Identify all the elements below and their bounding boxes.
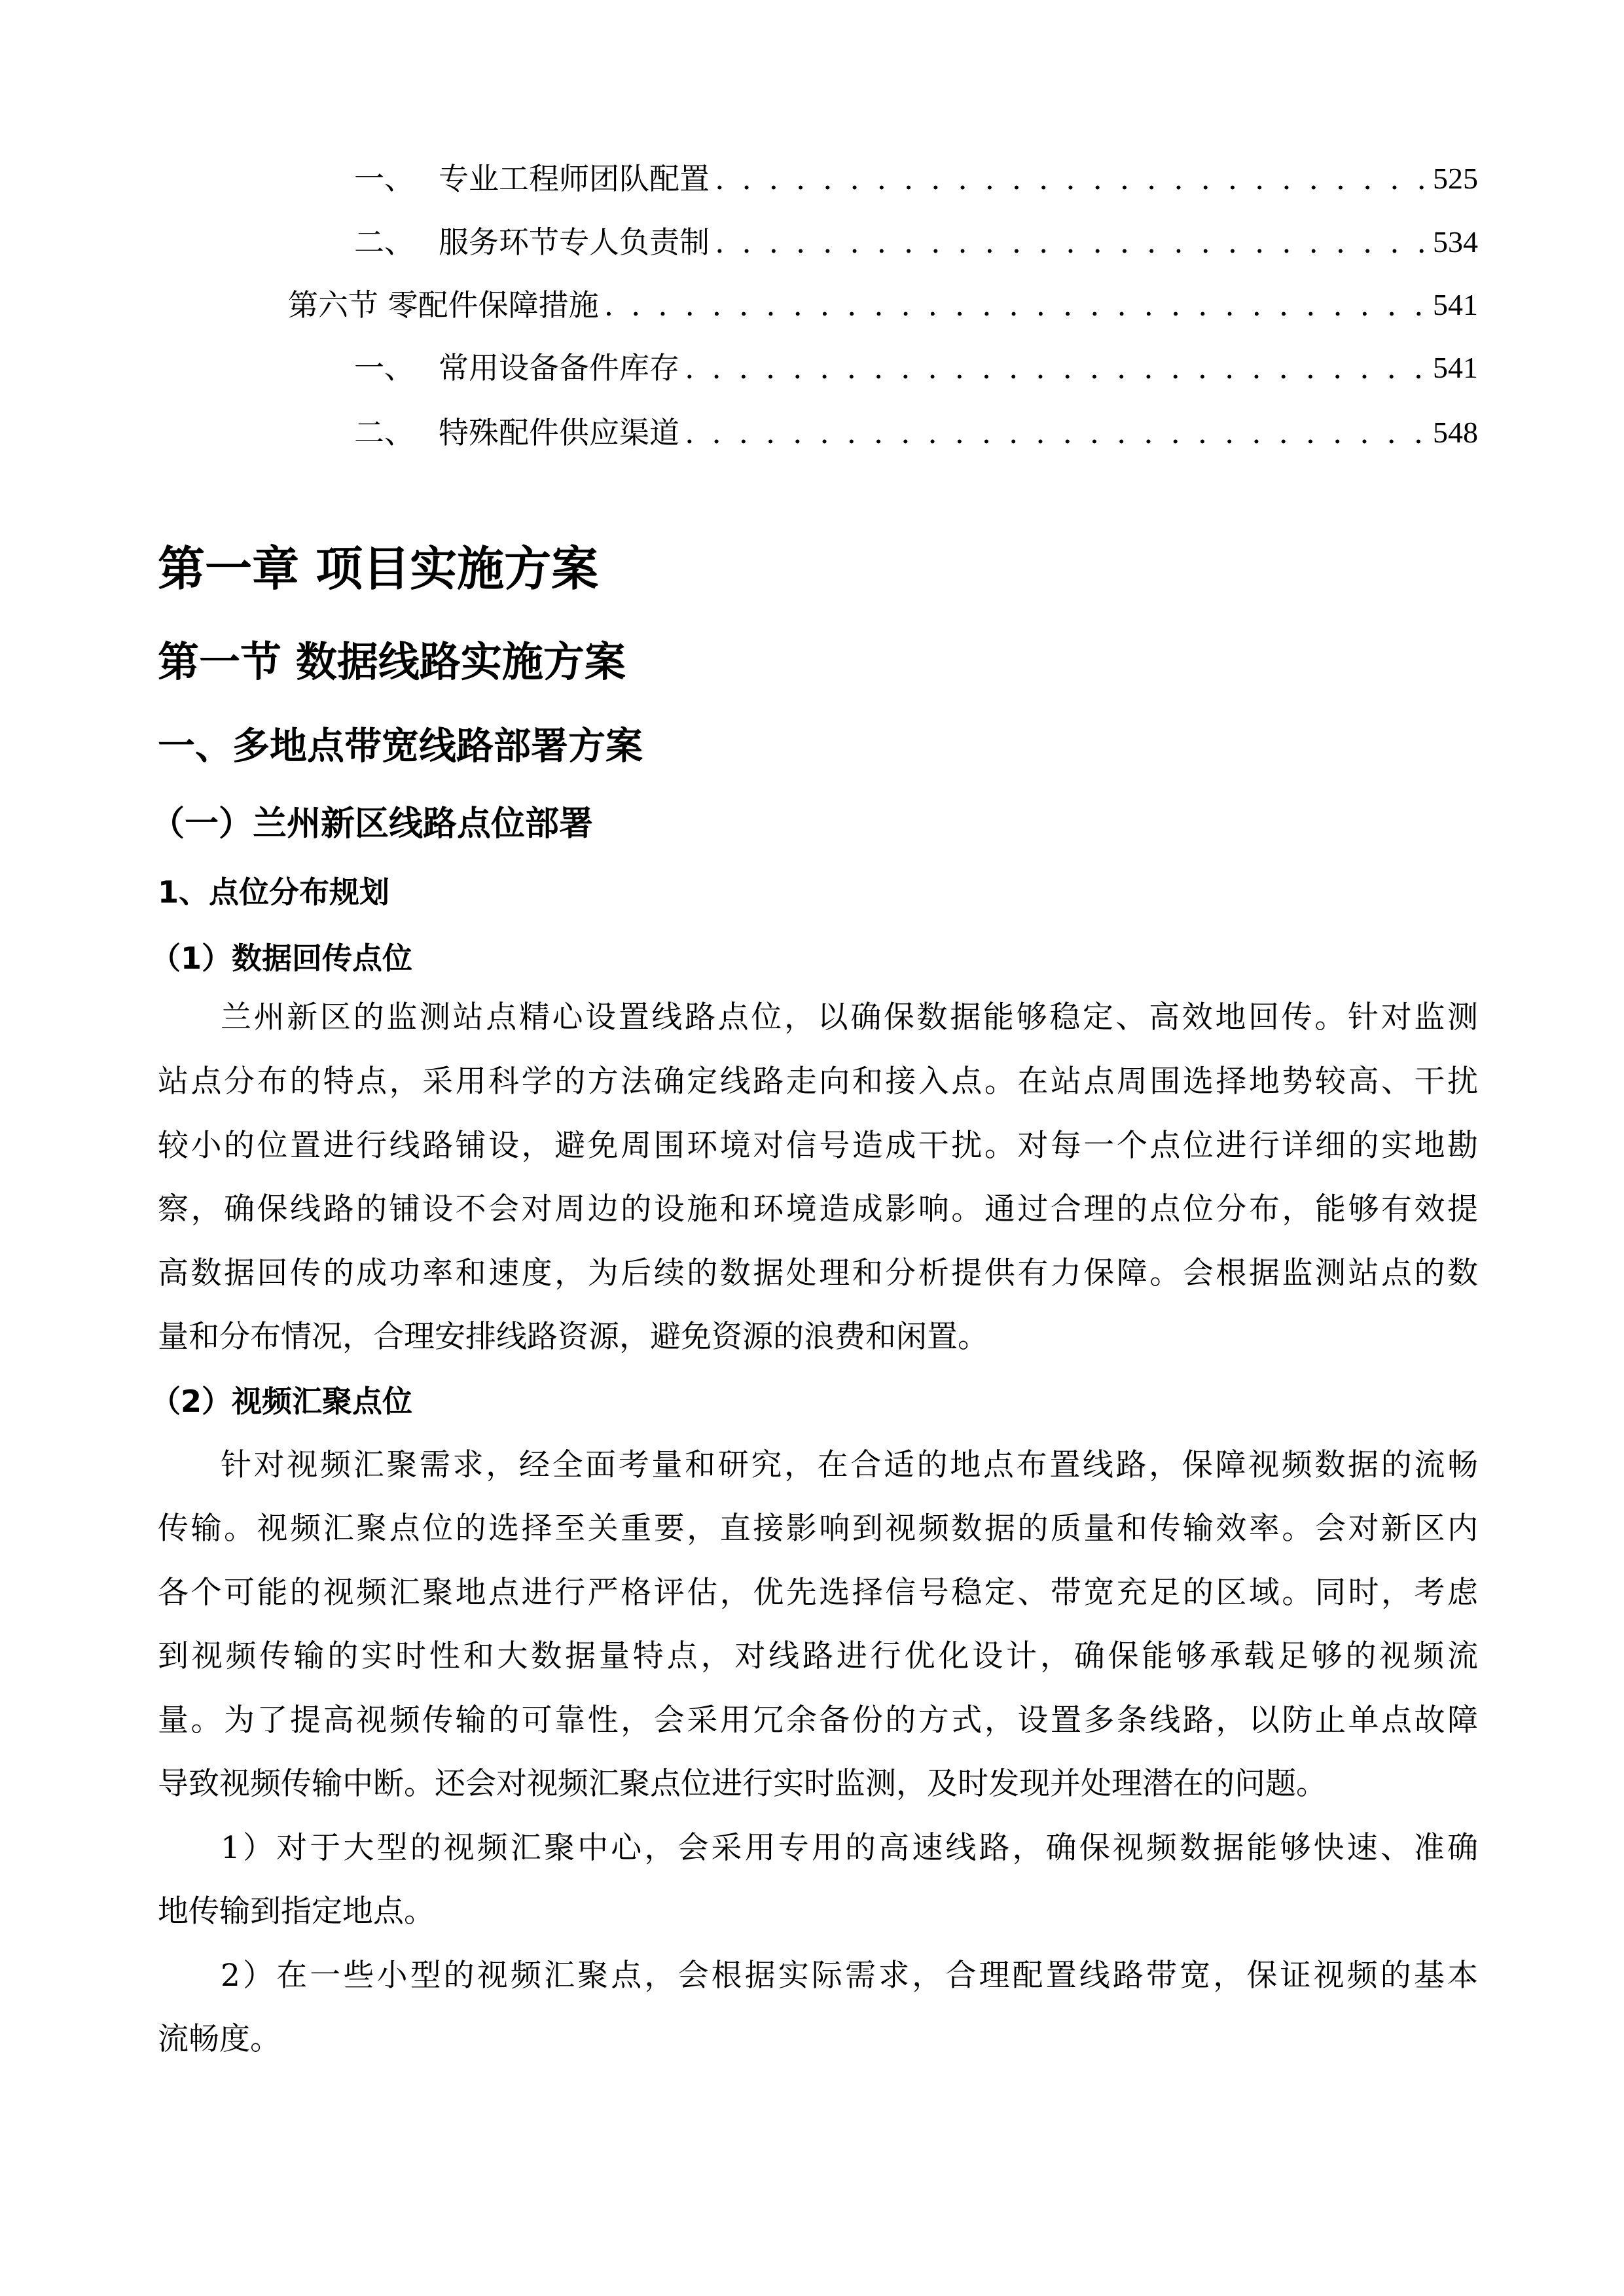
list-item-line: 流畅度。 bbox=[158, 2021, 281, 2057]
toc-entry-section[interactable] bbox=[288, 272, 1478, 338]
toc-entry-number: 二、 bbox=[354, 415, 414, 450]
toc-entry[interactable] bbox=[354, 335, 1478, 401]
paragraph-line: 站点分布的特点，采用科学的方法确定线路走向和接入点。在站点周围选择地势较高、干扰 bbox=[158, 1064, 1478, 1100]
toc-entry-title bbox=[354, 209, 710, 275]
toc-dot-leader bbox=[604, 272, 1428, 338]
item-heading: （2）视频汇聚点位 bbox=[151, 1384, 413, 1419]
subsection-heading: 一、多地点带宽线路部署方案 bbox=[158, 725, 643, 768]
toc-entry-title bbox=[354, 335, 679, 401]
item-heading: （1）数据回传点位 bbox=[151, 941, 413, 976]
subsubsection-heading: （一）兰州新区线路点位部署 bbox=[151, 804, 594, 844]
paragraph-line: 察，确保线路的铺设不会对周边的设施和环境造成影响。通过合理的点位分布，能够有效提 bbox=[158, 1191, 1478, 1227]
chapter-heading: 第一章 项目实施方案 bbox=[158, 541, 599, 596]
toc-page-number: 534 bbox=[1433, 225, 1478, 259]
toc-entry-text: 第六节 零配件保障措施 bbox=[288, 287, 599, 323]
toc-dot-leader bbox=[715, 146, 1428, 211]
paragraph-line: 较小的位置进行线路铺设，避免周围环境对信号造成干扰。对每一个点位进行详细的实地勘 bbox=[158, 1128, 1478, 1164]
toc-entry-text: 服务环节专人负责制 bbox=[439, 224, 710, 260]
toc-page-number: 548 bbox=[1433, 416, 1478, 449]
toc-dot-leader bbox=[715, 209, 1428, 275]
toc-page-number: 541 bbox=[1433, 288, 1478, 321]
toc-dot-leader bbox=[685, 335, 1428, 401]
paragraph-line: 量。为了提高视频传输的可靠性，会采用冗余备份的方式，设置多条线路，以防止单点故障 bbox=[158, 1702, 1478, 1738]
section-heading: 第一节 数据线路实施方案 bbox=[158, 638, 626, 686]
topic-heading: 1、点位分布规划 bbox=[158, 874, 390, 910]
toc-entry-text: 特殊配件供应渠道 bbox=[439, 415, 679, 450]
toc-entry[interactable] bbox=[354, 146, 1478, 211]
list-item-line: 2）在一些小型的视频汇聚点，会根据实际需求，合理配置线路带宽，保证视频的基本 bbox=[221, 1958, 1478, 1994]
paragraph-line: 高数据回传的成功率和速度，为后续的数据处理和分析提供有力保障。会根据监测站点的数 bbox=[158, 1255, 1478, 1291]
toc-entry-number: 二、 bbox=[354, 224, 414, 260]
toc-entry-text: 专业工程师团队配置 bbox=[439, 161, 710, 196]
toc-entry-title bbox=[354, 400, 679, 465]
paragraph-line: 导致视频传输中断。还会对视频汇聚点位进行实时监测，及时发现并处理潜在的问题。 bbox=[158, 1766, 1327, 1802]
list-item-line: 1）对于大型的视频汇聚中心，会采用专用的高速线路，确保视频数据能够快速、准确 bbox=[221, 1830, 1478, 1866]
paragraph-line: 各个可能的视频汇聚地点进行严格评估，优先选择信号稳定、带宽充足的区域。同时，考虑 bbox=[158, 1575, 1478, 1611]
paragraph-line: 传输。视频汇聚点位的选择至关重要，直接影响到视频数据的质量和传输效率。会对新区内 bbox=[158, 1511, 1478, 1547]
toc-entry-title bbox=[354, 146, 710, 211]
toc-entry[interactable] bbox=[354, 400, 1478, 465]
toc-page-number: 541 bbox=[1433, 351, 1478, 384]
paragraph-line: 兰州新区的监测站点精心设置线路点位，以确保数据能够稳定、高效地回传。针对监测 bbox=[221, 999, 1478, 1035]
paragraph-line: 针对视频汇聚需求，经全面考量和研究，在合适的地点布置线路，保障视频数据的流畅 bbox=[221, 1447, 1478, 1483]
toc-entry[interactable] bbox=[354, 209, 1478, 275]
paragraph-line: 到视频传输的实时性和大数据量特点，对线路进行优化设计，确保能够承载足够的视频流 bbox=[158, 1638, 1478, 1674]
toc-entry-number: 一、 bbox=[354, 161, 414, 196]
toc-entry-number: 一、 bbox=[354, 350, 414, 386]
toc-page-number: 525 bbox=[1433, 162, 1478, 195]
toc-dot-leader bbox=[685, 400, 1428, 465]
paragraph-line: 量和分布情况，合理安排线路资源，避免资源的浪费和闲置。 bbox=[158, 1319, 988, 1355]
toc-entry-text: 常用设备备件库存 bbox=[439, 350, 679, 386]
list-item-line: 地传输到指定地点。 bbox=[158, 1893, 435, 1929]
